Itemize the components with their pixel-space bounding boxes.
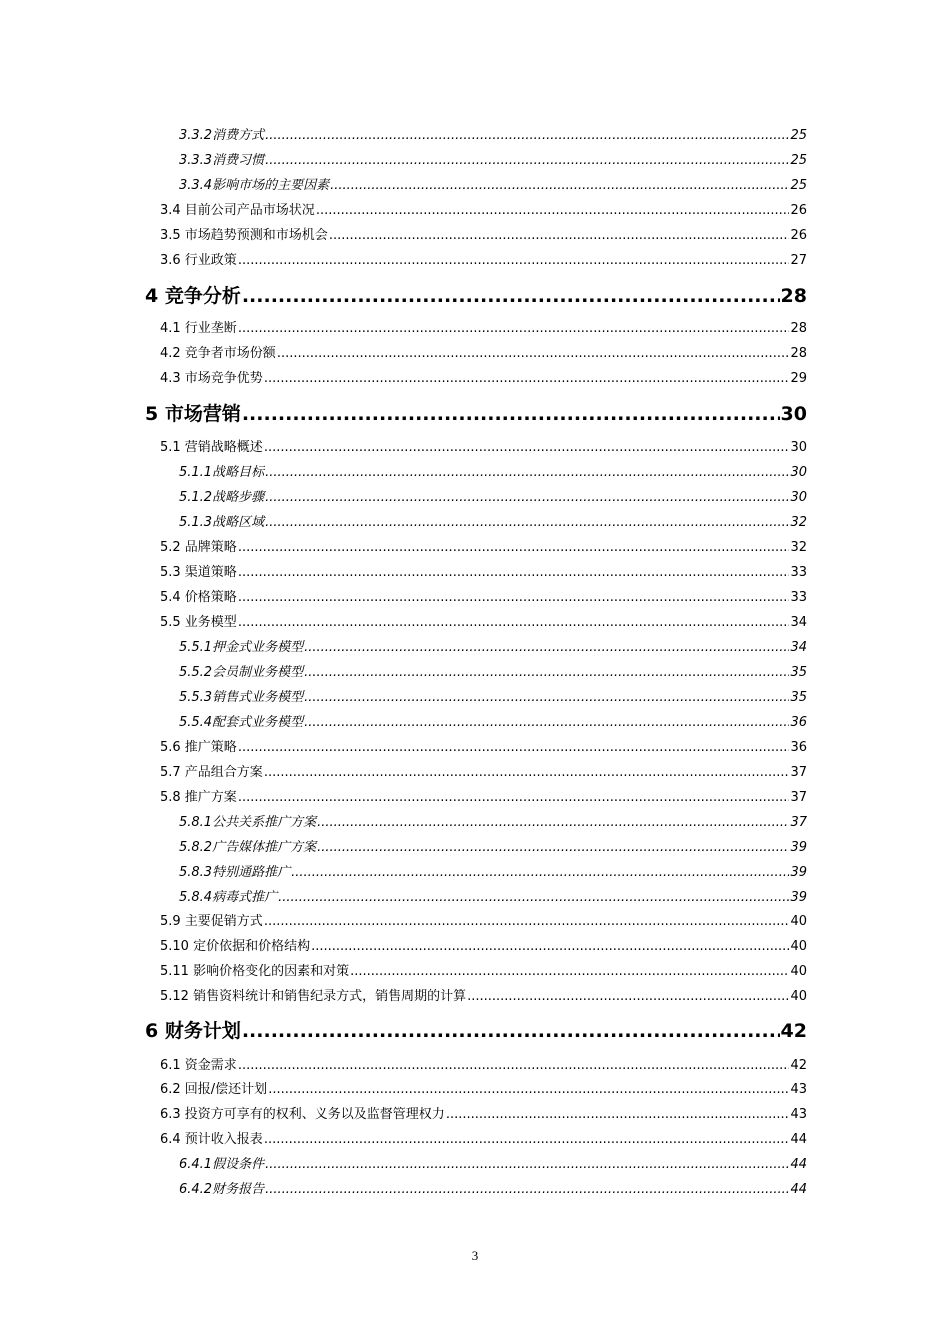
- toc-dot-leader: [330, 176, 789, 196]
- toc-dot-leader: [264, 912, 790, 932]
- toc-dot-leader: [238, 538, 790, 558]
- toc-subsection-entry[interactable]: [179, 1180, 807, 1200]
- toc-chapter-entry[interactable]: [145, 400, 807, 428]
- toc-section-entry[interactable]: [160, 738, 807, 758]
- toc-dot-leader: [242, 282, 780, 310]
- toc-dot-leader: [277, 344, 790, 364]
- toc-entry-page: 32: [790, 540, 807, 555]
- toc-dot-leader: [467, 987, 789, 1007]
- toc-section-entry[interactable]: [160, 538, 807, 558]
- toc-section-entry[interactable]: [160, 962, 807, 982]
- toc-subsection-entry[interactable]: [179, 463, 807, 483]
- toc-dot-leader: [265, 463, 789, 483]
- toc-dot-leader: [264, 1130, 790, 1150]
- toc-entry-label: 5.5.1押金式业务模型: [179, 640, 304, 655]
- toc-entry-label: 5.4 价格策略: [160, 590, 237, 605]
- toc-entry-label: 4.3 市场竞争优势: [160, 371, 263, 386]
- toc-section-entry[interactable]: [160, 937, 807, 957]
- toc-entry-page: 26: [790, 203, 807, 218]
- toc-section-entry[interactable]: [160, 251, 807, 271]
- toc-subsection-entry[interactable]: [179, 513, 807, 533]
- toc-entry-label: 5.1.1战略目标: [179, 465, 265, 480]
- toc-entry-page: 35: [790, 665, 807, 680]
- toc-entry-label: 6.1 资金需求: [160, 1058, 237, 1073]
- toc-section-entry[interactable]: [160, 613, 807, 633]
- toc-section-entry[interactable]: [160, 1105, 807, 1125]
- toc-subsection-entry[interactable]: [179, 688, 807, 708]
- toc-entry-label: 5.8.1公共关系推广方案: [179, 815, 317, 830]
- toc-entry-page: 40: [790, 964, 807, 979]
- toc-entry-page: 33: [790, 565, 807, 580]
- toc-chapter-entry[interactable]: [145, 282, 807, 310]
- toc-entry-label: 5.12 销售资料统计和销售纪录方式，销售周期的计算: [160, 989, 467, 1004]
- toc-entry-page: 25: [790, 153, 807, 168]
- toc-section-entry[interactable]: [160, 1130, 807, 1150]
- toc-entry-page: 39: [790, 840, 807, 855]
- toc-dot-leader: [265, 1155, 789, 1175]
- toc-entry-page: 44: [790, 1132, 807, 1147]
- toc-dot-leader: [242, 400, 780, 428]
- toc-entry-page: 30: [790, 440, 807, 455]
- toc-dot-leader: [304, 688, 789, 708]
- toc-entry-label: 6.4 预计收入报表: [160, 1132, 263, 1147]
- toc-entry-page: 35: [790, 690, 807, 705]
- toc-entry-label: 5.8.2广告媒体推广方案: [179, 840, 317, 855]
- toc-entry-label: 3.6 行业政策: [160, 253, 237, 268]
- toc-dot-leader: [238, 1056, 790, 1076]
- toc-entry-label: 5.6 推广策略: [160, 740, 237, 755]
- toc-entry-page: 36: [790, 715, 807, 730]
- toc-subsection-entry[interactable]: [179, 176, 807, 196]
- toc-entry-page: 40: [790, 939, 807, 954]
- toc-dot-leader: [265, 126, 789, 146]
- toc-entry-label: 5.8 推广方案: [160, 790, 237, 805]
- toc-section-entry[interactable]: [160, 201, 807, 221]
- toc-dot-leader: [238, 738, 790, 758]
- toc-dot-leader: [317, 838, 789, 858]
- toc-entry-page: 39: [790, 890, 807, 905]
- toc-entry-page: 34: [790, 615, 807, 630]
- toc-entry-label: 4.2 竞争者市场份额: [160, 346, 276, 361]
- toc-dot-leader: [238, 613, 790, 633]
- toc-subsection-entry[interactable]: [179, 638, 807, 658]
- toc-dot-leader: [265, 151, 789, 171]
- toc-entry-page: 32: [790, 515, 807, 530]
- toc-entry-label: 3.3.2消费方式: [179, 128, 265, 143]
- toc-subsection-entry[interactable]: [179, 663, 807, 683]
- toc-entry-page: 42: [780, 1020, 807, 1042]
- toc-section-entry[interactable]: [160, 563, 807, 583]
- toc-entry-page: 43: [790, 1107, 807, 1122]
- toc-entry-label: 5.5.4配套式业务模型: [179, 715, 304, 730]
- toc-entry-page: 25: [790, 128, 807, 143]
- toc-dot-leader: [311, 937, 789, 957]
- toc-dot-leader: [265, 513, 789, 533]
- toc-dot-leader: [264, 438, 790, 458]
- toc-entry-page: 28: [780, 285, 807, 307]
- toc-entry-label: 3.4 目前公司产品市场状况: [160, 203, 315, 218]
- toc-entry-label: 4.1 行业垄断: [160, 321, 237, 336]
- toc-section-entry[interactable]: [160, 788, 807, 808]
- toc-entry-page: 42: [790, 1058, 807, 1073]
- toc-entry-label: 5.8.3特别通路推广: [179, 865, 291, 880]
- toc-entry-page: 39: [790, 865, 807, 880]
- toc-entry-page: 30: [780, 403, 807, 425]
- toc-entry-page: 28: [790, 346, 807, 361]
- toc-entry-label: 4 竞争分析: [145, 285, 241, 307]
- toc-entry-label: 5.5 业务模型: [160, 615, 237, 630]
- toc-section-entry[interactable]: [160, 987, 807, 1007]
- toc-dot-leader: [238, 251, 790, 271]
- toc-entry-page: 37: [790, 765, 807, 780]
- toc-section-entry[interactable]: [160, 1080, 807, 1100]
- toc-entry-page: 43: [790, 1082, 807, 1097]
- toc-entry-label: 5.7 产品组合方案: [160, 765, 263, 780]
- toc-entry-page: 40: [790, 989, 807, 1004]
- toc-entry-page: 28: [790, 321, 807, 336]
- toc-dot-leader: [238, 563, 790, 583]
- toc-section-entry[interactable]: [160, 912, 807, 932]
- toc-entry-page: 33: [790, 590, 807, 605]
- toc-entry-page: 34: [790, 640, 807, 655]
- toc-entry-label: 6.2 回报/偿还计划: [160, 1082, 268, 1097]
- toc-entry-page: 40: [790, 914, 807, 929]
- toc-chapter-entry[interactable]: [145, 1017, 807, 1045]
- toc-section-entry[interactable]: [160, 344, 807, 364]
- toc-entry-label: 5.10 定价依据和价格结构: [160, 939, 311, 954]
- toc-section-entry[interactable]: [160, 588, 807, 608]
- toc-subsection-entry[interactable]: [179, 713, 807, 733]
- toc-entry-label: 5.9 主要促销方式: [160, 914, 263, 929]
- toc-entry-page: 37: [790, 790, 807, 805]
- page-number: 3: [471, 1248, 479, 1263]
- toc-entry-page: 44: [790, 1157, 807, 1172]
- toc-section-entry[interactable]: [160, 226, 807, 246]
- toc-dot-leader: [265, 488, 789, 508]
- toc-entry-label: 3.3.3消费习惯: [179, 153, 265, 168]
- toc-section-entry[interactable]: [160, 319, 807, 339]
- toc-section-entry[interactable]: [160, 438, 807, 458]
- toc-dot-leader: [265, 1180, 789, 1200]
- toc-subsection-entry[interactable]: [179, 151, 807, 171]
- toc-entry-label: 6.4.1假设条件: [179, 1157, 265, 1172]
- toc-entry-label: 5.1 营销战略概述: [160, 440, 263, 455]
- toc-entry-page: 27: [790, 253, 807, 268]
- toc-subsection-entry[interactable]: [179, 488, 807, 508]
- toc-entry-label: 5.1.2战略步骤: [179, 490, 265, 505]
- toc-entry-label: 3.5 市场趋势预测和市场机会: [160, 228, 328, 243]
- toc-entry-label: 5.3 渠道策略: [160, 565, 237, 580]
- toc-entry-page: 29: [790, 371, 807, 386]
- toc-subsection-entry[interactable]: [179, 1155, 807, 1175]
- toc-entry-label: 5.11 影响价格变化的因素和对策: [160, 964, 350, 979]
- toc-subsection-entry[interactable]: [179, 813, 807, 833]
- toc-entry-page: 44: [790, 1182, 807, 1197]
- toc-subsection-entry[interactable]: [179, 863, 807, 883]
- toc-entry-page: 36: [790, 740, 807, 755]
- toc-dot-leader: [446, 1105, 790, 1125]
- toc-subsection-entry[interactable]: [179, 126, 807, 146]
- toc-dot-leader: [278, 888, 789, 908]
- toc-entry-label: 5.1.3战略区域: [179, 515, 265, 530]
- toc-dot-leader: [304, 663, 789, 683]
- toc-entry-label: 3.3.4影响市场的主要因素: [179, 178, 330, 193]
- toc-section-entry[interactable]: [160, 369, 807, 389]
- toc-entry-label: 6 财务计划: [145, 1020, 241, 1042]
- toc-dot-leader: [242, 1017, 780, 1045]
- toc-dot-leader: [316, 201, 790, 221]
- toc-entry-label: 5.5.3销售式业务模型: [179, 690, 304, 705]
- toc-entry-label: 5 市场营销: [145, 403, 241, 425]
- toc-entry-label: 6.4.2财务报告: [179, 1182, 265, 1197]
- toc-dot-leader: [317, 813, 789, 833]
- toc-section-entry[interactable]: [160, 1056, 807, 1076]
- toc-dot-leader: [350, 962, 789, 982]
- toc-dot-leader: [329, 226, 790, 246]
- toc-entry-page: 30: [790, 490, 807, 505]
- toc-dot-leader: [238, 788, 790, 808]
- toc-section-entry[interactable]: [160, 763, 807, 783]
- toc-dot-leader: [238, 588, 790, 608]
- toc-dot-leader: [291, 863, 789, 883]
- toc-dot-leader: [304, 713, 789, 733]
- toc-subsection-entry[interactable]: [179, 888, 807, 908]
- toc-dot-leader: [264, 369, 790, 389]
- toc-entry-page: 37: [790, 815, 807, 830]
- toc-subsection-entry[interactable]: [179, 838, 807, 858]
- toc-dot-leader: [304, 638, 789, 658]
- toc-entry-page: 30: [790, 465, 807, 480]
- toc-entry-label: 5.5.2会员制业务模型: [179, 665, 304, 680]
- toc-entry-label: 5.8.4病毒式推广: [179, 890, 278, 905]
- toc-dot-leader: [268, 1080, 789, 1100]
- toc-entry-page: 26: [790, 228, 807, 243]
- toc-dot-leader: [264, 763, 790, 783]
- toc-entry-label: 5.2 品牌策略: [160, 540, 237, 555]
- toc-entry-label: 6.3 投资方可享有的权利、义务以及监督管理权力: [160, 1107, 445, 1122]
- toc-entry-page: 25: [790, 178, 807, 193]
- toc-dot-leader: [238, 319, 790, 339]
